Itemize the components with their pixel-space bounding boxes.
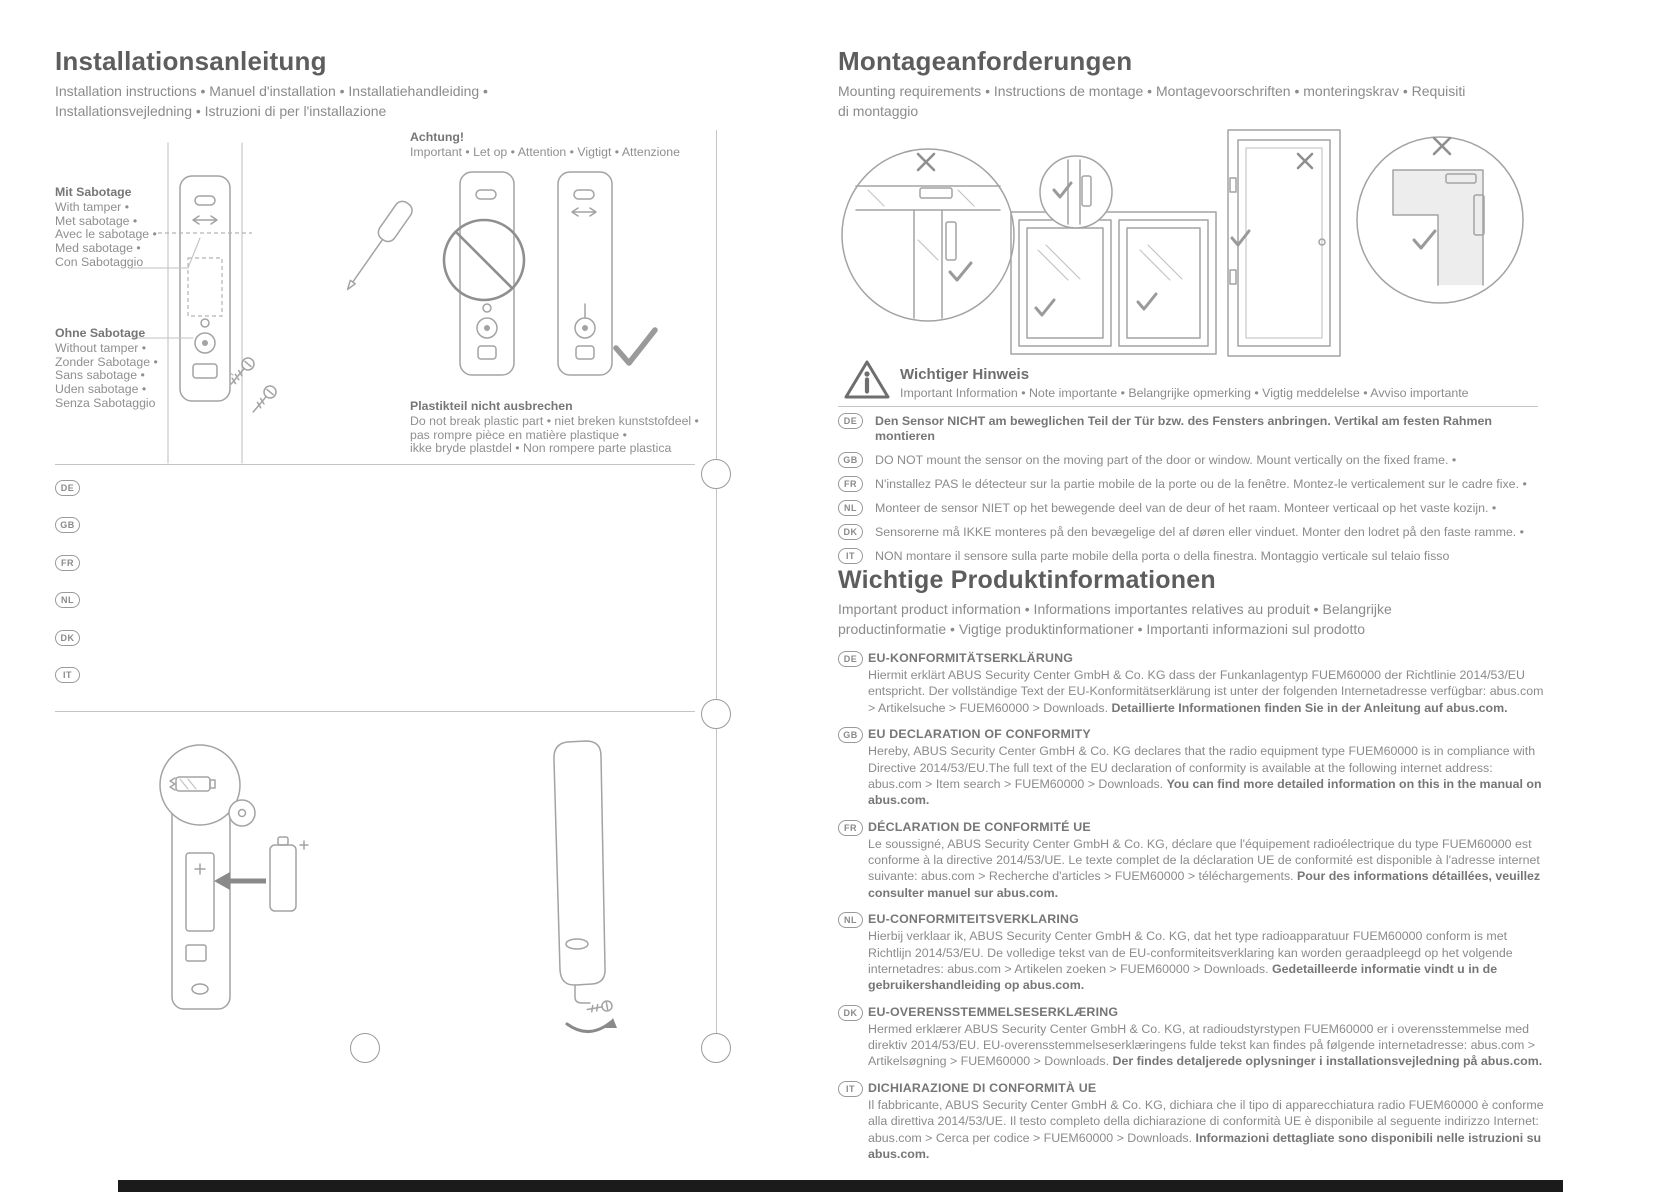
divider (55, 464, 695, 465)
produkt-header (838, 566, 1508, 640)
conformity-section-it (838, 1081, 1544, 1163)
section-body (868, 1097, 1544, 1163)
hinweis-header (900, 366, 1540, 400)
label-line: ikke bryde plastdel • Non rompere parte plastica (410, 441, 672, 456)
hinweis-item-dk (838, 524, 1544, 540)
hinweis-text: N'installez PAS le détecteur sur la partie mobile de la porte ou de la fenêtre. Montez-le verticalement sur le cadre fixe. • (875, 477, 1527, 491)
section-heading: EU-CONFORMITEITSVERKLARING (868, 912, 1080, 927)
section-heading: EU DECLARATION OF CONFORMITY (868, 727, 1091, 742)
section-body (868, 836, 1544, 902)
hinweis-text: Den Sensor NICHT am beweglichen Teil der Tür bzw. des Fensters anbringen. Vertikal am festen Rahmen montieren (875, 414, 1492, 443)
section-body-text: Hiermit erklärt ABUS Security Center GmbH & Co. KG dass der Funkanlagentyp FUEM60000 der Richtlinie 2014/53/EU entspricht. Der vollständige Text der EU-Konformitätserklärung ist unter der folgenden Internetadresse verfügbar: abus.com > Artikelsuche > FUEM60000 > Downloads. (868, 668, 1544, 715)
section-heading: DICHIARAZIONE DI CONFORMITÀ UE (868, 1080, 1097, 1095)
section-body-bold: Gedetailleerde informatie vindt u in de gebruikershandleiding op abus.com. (868, 961, 1498, 993)
montage-subtitle: Mounting requirements • Instructions de montage • Montagevoorschriften • monteringskrav • Requisiti di montaggio (838, 83, 1466, 119)
lang-badge-fr: FR (838, 820, 863, 836)
section-body-bold: Informazioni dettagliate sono disponibili nelle istruzioni su abus.com. (868, 1130, 1542, 1161)
hinweis-title: Wichtiger Hinweis (900, 366, 1030, 383)
mounting-locations-diagram (828, 120, 1538, 365)
section-body-text: Hierbij verklaar ik, ABUS Security Center GmbH & Co. KG, dat het type radioapparatuur FUEM60000 conform is met Richtlijn 2014/53/EU. De volledige tekst van de EU-conformiteitsverklaring kan worden geraadpleegd op het volgende internetadres: abus.com > Artikelen zoeken > FUEM60000 > Downloads. (868, 929, 1513, 976)
section-body-text: Hermed erklærer ABUS Security Center GmbH & Co. KG, at radioudstyrstypen FUEM60000 er i overensstemmelse med direktiv 2014/53/EU. EU-overensstemmelseserklæringens fulde tekst kan findes på følgende internetadresse: abus.com > Artikelsøgning > FUEM60000 > Downloads. (868, 1021, 1536, 1069)
section-body (868, 743, 1544, 809)
achtung-title: Achtung! (410, 130, 464, 144)
conformity-section-de (838, 651, 1544, 716)
divider (838, 406, 1538, 407)
hinweis-item-fr (838, 476, 1544, 492)
hinweis-text: Sensorerne må IKKE monteres på den bevægelige del af døren eller vinduet. Monter den lodret på den faste ramme. • (875, 525, 1525, 539)
label-line: With tamper • (55, 199, 130, 214)
section-body (868, 928, 1544, 994)
lang-badge-gb: GB (838, 452, 863, 468)
conformity-section-nl (838, 912, 1544, 994)
page-edge-bar (118, 1180, 1563, 1192)
section-body-text: Le soussigné, ABUS Security Center GmbH & Co. KG, déclare que l'équipement radioélectrique du type FUEM60000 est conforme à la directive 2014/53/UE. Le texte complet de la déclaration UE de conformité est disponible à l'adresse internet suivante: abus.com > Recherche d'articles > FUEM60000 > téléchargements. (868, 836, 1540, 884)
conformity-section-gb (838, 727, 1544, 809)
lang-badge-dk: DK (838, 1005, 863, 1021)
right-header (838, 46, 1498, 122)
hinweis-text: DO NOT mount the sensor on the moving part of the door or window. Mount vertically on the fixed frame. • (875, 453, 1457, 467)
label-line: Senza Sabotaggio (55, 395, 156, 410)
lang-badge-de: DE (838, 651, 863, 667)
lang-badge-nl: NL (838, 912, 863, 928)
label-line: Zonder Sabotage • (55, 354, 158, 369)
section-body (868, 667, 1544, 716)
hinweis-list (838, 413, 1544, 572)
produkt-subtitle: Important product information • Informations importantes relatives au produit • Belangrijke productinformatie • Vigtige produktinformationer • Importanti informazioni sul prodotto (838, 601, 1392, 637)
produkt-title: Wichtige Produktinformationen (838, 566, 1216, 594)
sensor-side-view-diagram (515, 728, 685, 1038)
lang-badge-it: IT (55, 667, 80, 683)
label-line: Without tamper • (55, 340, 147, 355)
section-body-bold: Detaillierte Informationen finden Sie in der Anleitung auf abus.com. (1111, 700, 1508, 715)
section-body-bold: Pour des informations détaillées, veuillez consulter manuel sur abus.com. (868, 869, 1541, 900)
lang-badge-nl: NL (838, 500, 863, 516)
section-body (868, 1021, 1544, 1070)
montage-title: Montageanforderungen (838, 46, 1133, 76)
do-not-break-diagram (438, 160, 688, 392)
lang-badge-fr: FR (838, 476, 863, 492)
lang-badge-it: IT (838, 548, 863, 564)
label-line: Med sabotage • (55, 241, 141, 256)
section-heading: EU-KONFORMITÄTSERKLÄRUNG (868, 651, 1074, 665)
conformity-section-fr (838, 820, 1544, 902)
crop-mark-circle (701, 1033, 731, 1063)
plastic-warning-title: Plastikteil nicht ausbrechen (410, 399, 573, 413)
hinweis-item-it (838, 548, 1544, 564)
label-line: pas rompre pièce en matière plastique • (410, 427, 627, 442)
hinweis-text: NON montare il sensore sulla parte mobile della porta o della finestra. Montaggio verticale sul telaio fisso (875, 549, 1450, 563)
lang-badge-de: DE (838, 413, 863, 429)
lang-badge-de: DE (55, 480, 80, 496)
achtung-label (410, 131, 700, 160)
left-subtitle: Installation instructions • Manuel d'installation • Installatiehandleiding • Installationsvejledning • Istruzioni di per l'installazione (55, 83, 488, 119)
section-body-text: Hereby, ABUS Security Center GmbH & Co. KG declares that the radio equipment type FUEM60000 is in compliance with Directive 2014/53/EU.The full text of the EU declaration of conformity is available at the following internet address: abus.com > Item search > FUEM60000 > Downloads. (868, 744, 1536, 791)
crop-mark-circle (701, 699, 731, 729)
label-line: Sans sabotage • (55, 368, 145, 383)
section-heading: DÉCLARATION DE CONFORMITÉ UE (868, 819, 1091, 834)
lang-badge-fr: FR (55, 555, 80, 571)
lang-badge-nl: NL (55, 592, 80, 608)
ohne-sabotage-title: Ohne Sabotage (55, 326, 146, 340)
lang-badge-gb: GB (55, 517, 80, 533)
label-line: Uden sabotage • (55, 382, 147, 397)
hinweis-item-gb (838, 452, 1544, 468)
info-icon (843, 358, 891, 402)
lang-badge-dk: DK (55, 630, 80, 646)
mit-sabotage-title: Mit Sabotage (55, 185, 132, 199)
left-title: Installationsanleitung (55, 46, 327, 76)
crop-mark-circle (701, 459, 731, 489)
label-line: Met sabotage • (55, 213, 138, 228)
conformity-section-dk (838, 1005, 1544, 1070)
lang-badge-gb: GB (838, 727, 863, 743)
hinweis-text: Monteer de sensor NIET op het bewegende deel van de deur of het raam. Monteer verticaal op het vaste kozijn. • (875, 501, 1497, 515)
mit-sabotage-label (55, 186, 175, 270)
divider (55, 711, 695, 712)
label-line: Avec le sabotage • (55, 227, 157, 242)
hinweis-item-nl (838, 500, 1544, 516)
hinweis-item-de (838, 413, 1544, 444)
ohne-sabotage-label (55, 327, 175, 411)
crop-mark-line (716, 130, 717, 1048)
label-line: Con Sabotaggio (55, 254, 144, 269)
achtung-subtitle: Important • Let op • Attention • Vigtigt • Attenzione (410, 144, 680, 159)
hinweis-subtitle: Important Information • Note importante • Belangrijke opmerking • Vigtig meddelelse • Avviso importante (900, 386, 1469, 400)
crop-mark-circle (350, 1033, 380, 1063)
label-line: Do not break plastic part • niet breken kunststofdeel • (410, 413, 699, 428)
produkt-sections (838, 651, 1544, 1173)
section-body-text: Il fabbricante, ABUS Security Center GmbH & Co. KG, dichiara che il tipo di apparecchiatura radio FUEM60000 è conforme alla direttiva 2014/53/UE. Il testo completo della dichiarazione di conformità UE è disponibile al seguente indirizzo Internet: abus.com > Cerca per codice > FUEM60000 > Downloads. (868, 1097, 1544, 1145)
battery-insertion-diagram (148, 733, 368, 1033)
plastic-warning-label (410, 400, 710, 456)
lang-badge-it: IT (838, 1081, 863, 1097)
lang-badge-dk: DK (838, 524, 863, 540)
section-body-bold: You can find more detailed information on this in the manual on abus.com. (868, 776, 1542, 808)
section-heading: EU-OVERENSSTEMMELSESERKLÆRING (868, 1004, 1119, 1019)
left-header (55, 46, 615, 122)
section-body-bold: Der findes detaljerede oplysninger i installationsvejledning på abus.com. (1112, 1054, 1543, 1069)
